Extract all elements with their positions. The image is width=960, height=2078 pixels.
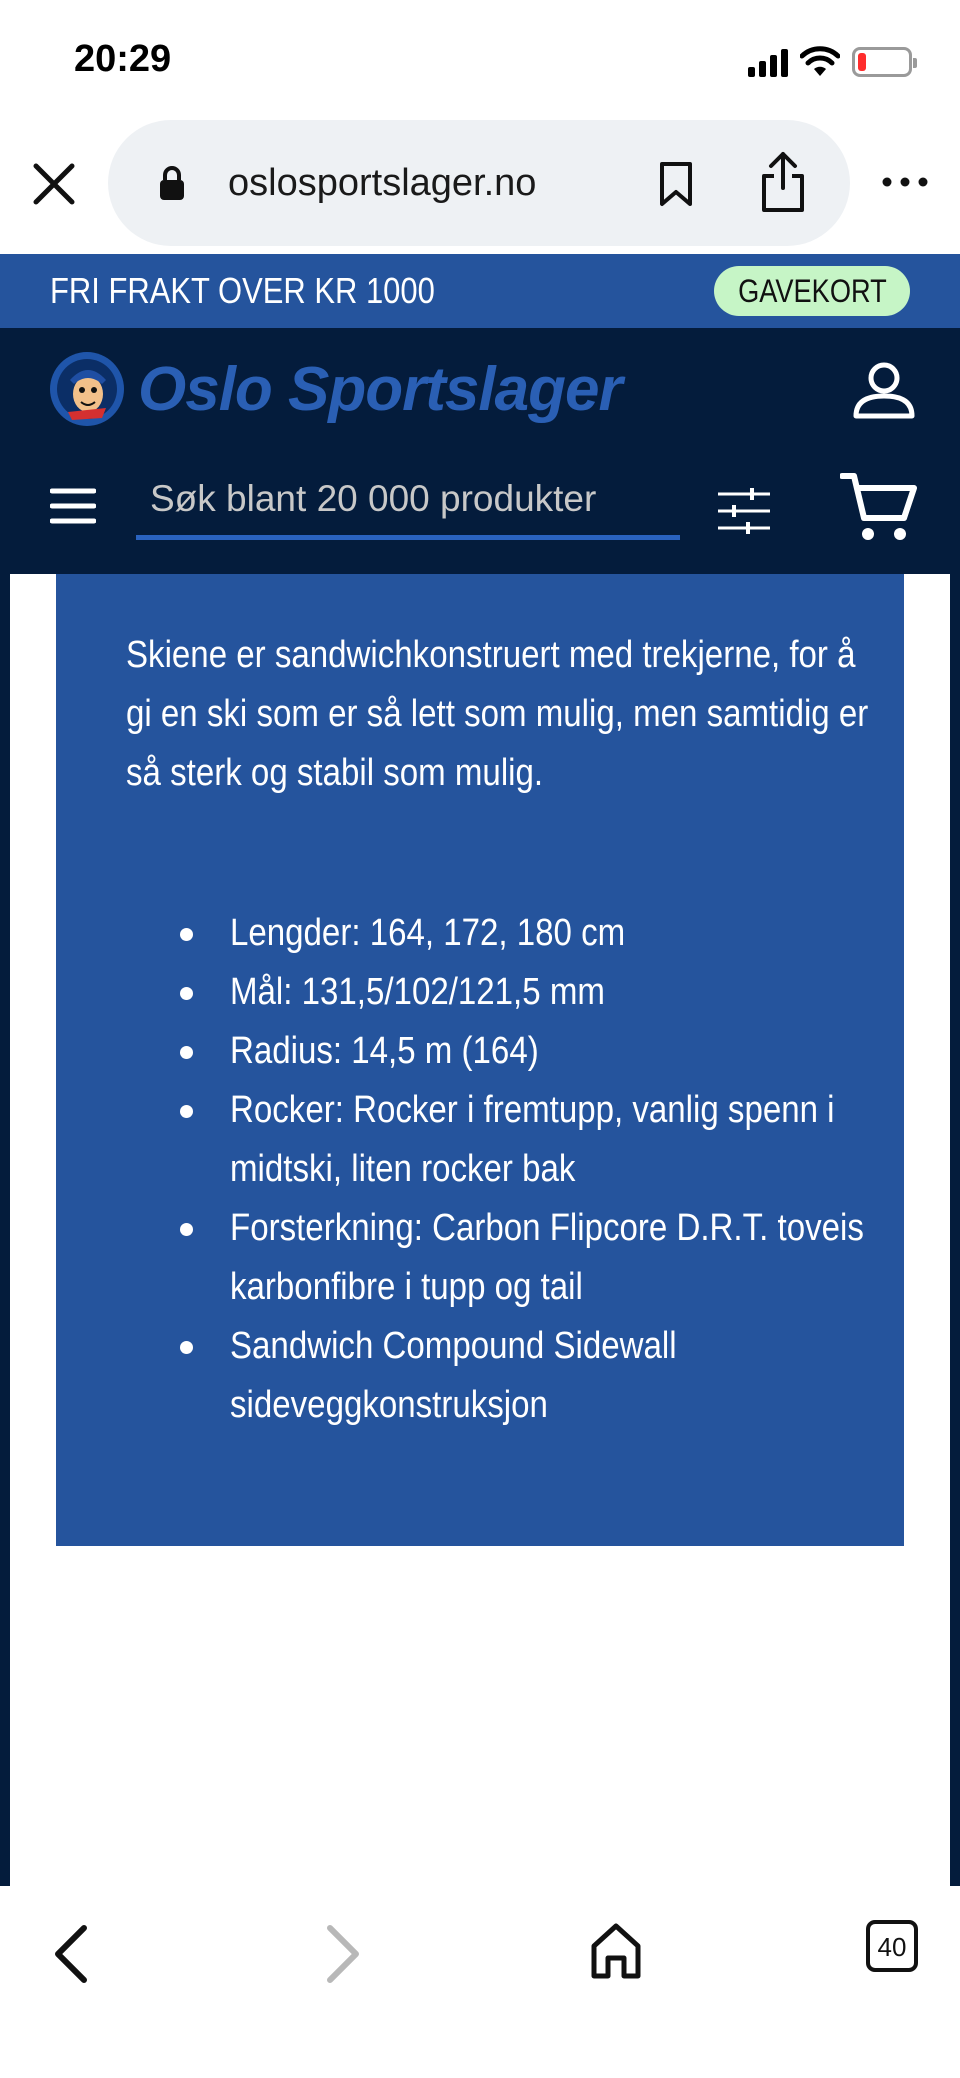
- list-item: Radius: 14,5 m (164): [180, 1022, 880, 1081]
- status-time: 20:29: [74, 38, 172, 80]
- share-icon[interactable]: [758, 150, 808, 214]
- description-paragraph: Skiene er sandwichkonstruert med trekjerne, for å gi en ski som er så lett som mulig, men samtidig er så sterk og stabil som mulig.: [126, 634, 869, 794]
- search-input[interactable]: [136, 462, 680, 540]
- site-logo-text[interactable]: Oslo Sportslager: [138, 355, 622, 424]
- gift-card-label: GAVEKORT: [737, 273, 887, 309]
- browser-address-bar: [0, 120, 960, 254]
- spec-list: [180, 904, 880, 1435]
- filter-icon[interactable]: [716, 486, 772, 536]
- content-border-right: [950, 574, 960, 1886]
- url-text: oslosportslager.no: [228, 162, 537, 204]
- bookmark-icon[interactable]: [656, 160, 696, 208]
- search-wrap: [136, 462, 680, 546]
- home-icon[interactable]: [590, 1922, 642, 1980]
- cart-icon[interactable]: [840, 468, 920, 548]
- menu-icon[interactable]: [50, 486, 96, 526]
- browser-toolbar: [0, 1886, 960, 2078]
- battery-icon: [852, 47, 912, 77]
- tabs-button[interactable]: [866, 1920, 918, 1972]
- logo-mascot-icon[interactable]: [48, 350, 126, 428]
- list-item: Mål: 131,5/102/121,5 mm: [180, 963, 880, 1022]
- tab-count: 40: [877, 1932, 907, 1962]
- list-item: Forsterkning: Carbon Flipcore D.R.T. toveis karbonfibre i tupp og tail: [180, 1199, 880, 1317]
- status-bar: [0, 0, 960, 120]
- list-item: Rocker: Rocker i fremtupp, vanlig spenn i midtski, liten rocker bak: [180, 1081, 880, 1199]
- close-icon[interactable]: [30, 160, 78, 208]
- url-field[interactable]: [108, 120, 850, 246]
- content-border-left: [0, 574, 10, 1886]
- promo-bar: [0, 254, 960, 328]
- forward-icon[interactable]: [324, 1922, 364, 1986]
- gift-card-button[interactable]: [714, 266, 910, 316]
- wifi-icon: [800, 46, 840, 78]
- product-description-box: [56, 574, 904, 1546]
- back-icon[interactable]: [50, 1922, 90, 1986]
- site-header: [0, 328, 960, 574]
- status-icons: [748, 42, 912, 82]
- list-item: Sandwich Compound Sidewall sideveggkonstruksjon: [180, 1317, 880, 1435]
- free-shipping-text: FRI FRAKT OVER KR 1000: [50, 270, 435, 311]
- lock-icon: [158, 165, 186, 201]
- more-icon[interactable]: [880, 170, 930, 194]
- account-icon[interactable]: [852, 358, 916, 422]
- list-item: Lengder: 164, 172, 180 cm: [180, 904, 880, 963]
- signal-icon: [748, 47, 788, 77]
